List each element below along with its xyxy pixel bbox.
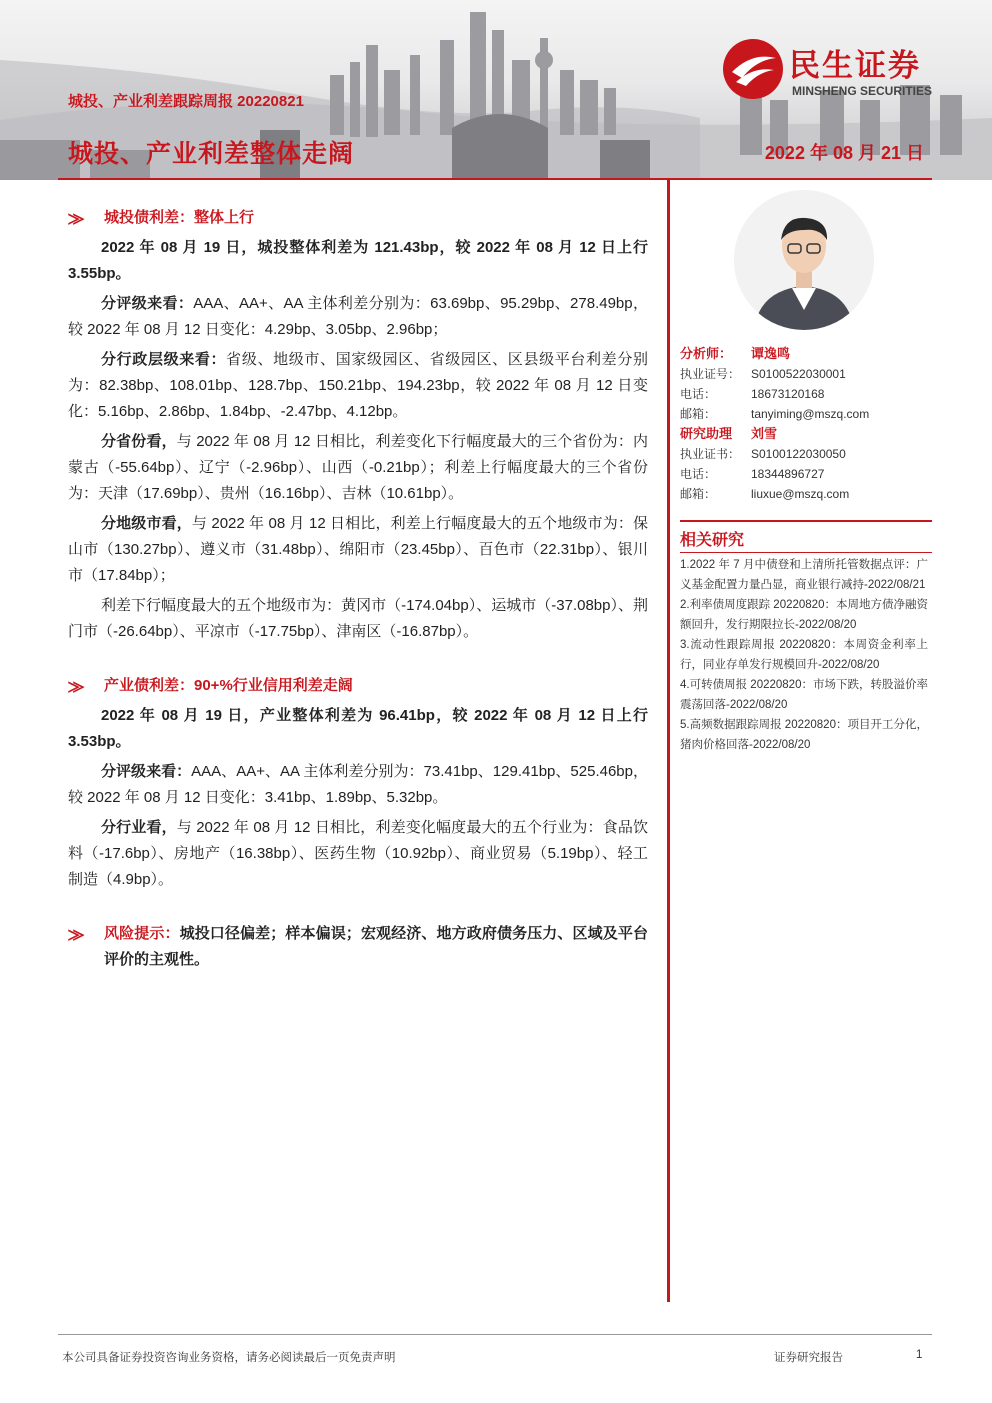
report-series-title: 城投、产业利差跟踪周报 20220821 [68, 93, 304, 110]
analyst-email-row: 邮箱： tanyiming@mszq.com [680, 404, 932, 424]
logo-text-english: MINSHENG SECURITIES [792, 84, 933, 98]
paragraph: 分地级市看，与 2022 年 08 月 12 日相比，利差上行幅度最大的五个地级市为：保山市（130.27bp）、遵义市（31.48bp）、绵阳市（23.45bp）、百色市（22.31bp）、银川市（17.84bp）； [68, 515, 648, 584]
paragraph: 分省份看，与 2022 年 08 月 12 日相比，利差变化下行幅度最大的三个省份为：内蒙古（-55.64bp）、辽宁（-2.96bp）、山西（-0.21bp）；利差上行幅度最大的三个省份为：天津（17.69bp）、贵州（16.16bp）、吉林（10.61bp）。 [68, 433, 648, 502]
footer-divider [58, 1334, 932, 1335]
report-date: 2022 年 08 月 21 日 [764, 143, 924, 163]
related-research-item[interactable]: 1.2022 年 7 月中债登和上清所托管数据点评：广义基金配置力量凸显，商业银行减持-2022/08/21 [680, 559, 928, 591]
header-banner [0, 0, 992, 180]
related-research-item[interactable]: 5.高频数据跟踪周报 20220820：项目开工分化，猪肉价格回落-2022/08/20 [680, 719, 928, 751]
analyst-email-link[interactable]: tanyiming@mszq.com [751, 407, 870, 421]
sidebar-divider [680, 520, 932, 522]
related-research-title: 相关研究 [680, 532, 745, 549]
page-title: 城投、产业利差整体走阔 [68, 140, 355, 168]
analyst-row: 分析师： 谭逸鸣 [680, 346, 791, 361]
analyst-info [680, 344, 932, 504]
related-research-item[interactable]: 4.可转债周报 20220820：市场下跌，转股溢价率震荡回落-2022/08/20 [680, 679, 928, 711]
analyst-license-row: 执业证号： S0100522030001 [680, 367, 846, 381]
assistant-email-row: 邮箱： liuxue@mszq.com [680, 484, 932, 504]
header-divider [58, 178, 932, 180]
arrow-bullet-icon: ⨠ [68, 210, 85, 226]
section-heading-industry: ⨠ 产业债利差：90+%行业信用利差走阔 [68, 673, 648, 699]
related-research-item[interactable]: 2.利率债周度跟踪 20220820：本周地方债净融资额回升，发行期限拉长-2022/08/20 [680, 599, 928, 631]
related-research-list [680, 555, 928, 755]
company-logo [722, 36, 962, 106]
paragraph: 分评级来看：AAA、AA+、AA 主体利差分别为：63.69bp、95.29bp、278.49bp，较 2022 年 08 月 12 日变化：4.29bp、3.05bp、2.96bp； [68, 295, 648, 338]
related-research-item[interactable]: 3.流动性跟踪周报 20220820：本周资金利率上行，同业存单发行规模回升-2022/08/20 [680, 639, 928, 671]
paragraph: 分评级来看：AAA、AA+、AA 主体利差分别为：73.41bp、129.41bp、525.46bp，较 2022 年 08 月 12 日变化：3.41bp、1.89bp、5.32bp。 [68, 763, 648, 806]
footer-disclaimer: 本公司具备证券投资咨询业务资格，请务必阅读最后一页免责声明 [62, 1352, 396, 1364]
minsheng-logo-icon [722, 38, 784, 100]
arrow-bullet-icon: ⨠ [68, 678, 85, 694]
person-icon [734, 190, 874, 330]
arrow-bullet-icon: ⨠ [68, 926, 85, 942]
column-divider [667, 180, 670, 1302]
assistant-email-link[interactable]: liuxue@mszq.com [751, 487, 850, 501]
analyst-avatar [734, 190, 874, 330]
paragraph: 分行业看，与 2022 年 08 月 12 日相比，利差变化幅度最大的五个行业为：食品饮料（-17.6bp）、房地产（16.38bp）、医药生物（10.92bp）、商业贸易（5.19bp）、轻工制造（4.9bp）。 [68, 819, 648, 888]
footer-report-type: 证券研究报告 [774, 1352, 843, 1364]
paragraph: 分行政层级来看：省级、地级市、国家级园区、省级园区、区县级平台利差分别为：82.38bp、108.01bp、128.7bp、150.21bp、194.23bp，较 2022 年 08 月 12 日变化：5.16bp、2.86bp、1.84bp、-2.47bp、4.12bp。 [68, 351, 648, 420]
section-heading-chengtou: ⨠ 城投债利差：整体上行 [68, 205, 648, 231]
logo-text-chinese: 民生证券 [789, 48, 921, 83]
assistant-phone-row: 电话： 18344896727 [680, 467, 825, 481]
analyst-phone-row: 电话： 18673120168 [680, 387, 825, 401]
paragraph: 利差下行幅度最大的五个地级市为：黄冈市（-174.04bp）、运城市（-37.08bp）、荆门市（-26.64bp）、平凉市（-17.75bp）、津南区（-16.87bp）。 [68, 597, 648, 640]
paragraph: 2022 年 08 月 19 日，城投整体利差为 121.43bp，较 2022 年 08 月 12 日上行 3.55bp。 [68, 239, 648, 282]
assistant-row: 研究助理 刘雪 [680, 426, 778, 441]
risk-warning: ⨠ 风险提示：城投口径偏差；样本偏误；宏观经济、地方政府债务压力、区域及平台评价的主观性。 [68, 921, 648, 973]
page-number: 1 [916, 1349, 923, 1361]
assistant-license-row: 执业证书： S0100122030050 [680, 447, 846, 461]
paragraph: 2022 年 08 月 19 日，产业整体利差为 96.41bp，较 2022 年 08 月 12 日上行 3.53bp。 [68, 707, 648, 750]
related-research-divider [680, 552, 932, 553]
main-content [68, 205, 648, 973]
